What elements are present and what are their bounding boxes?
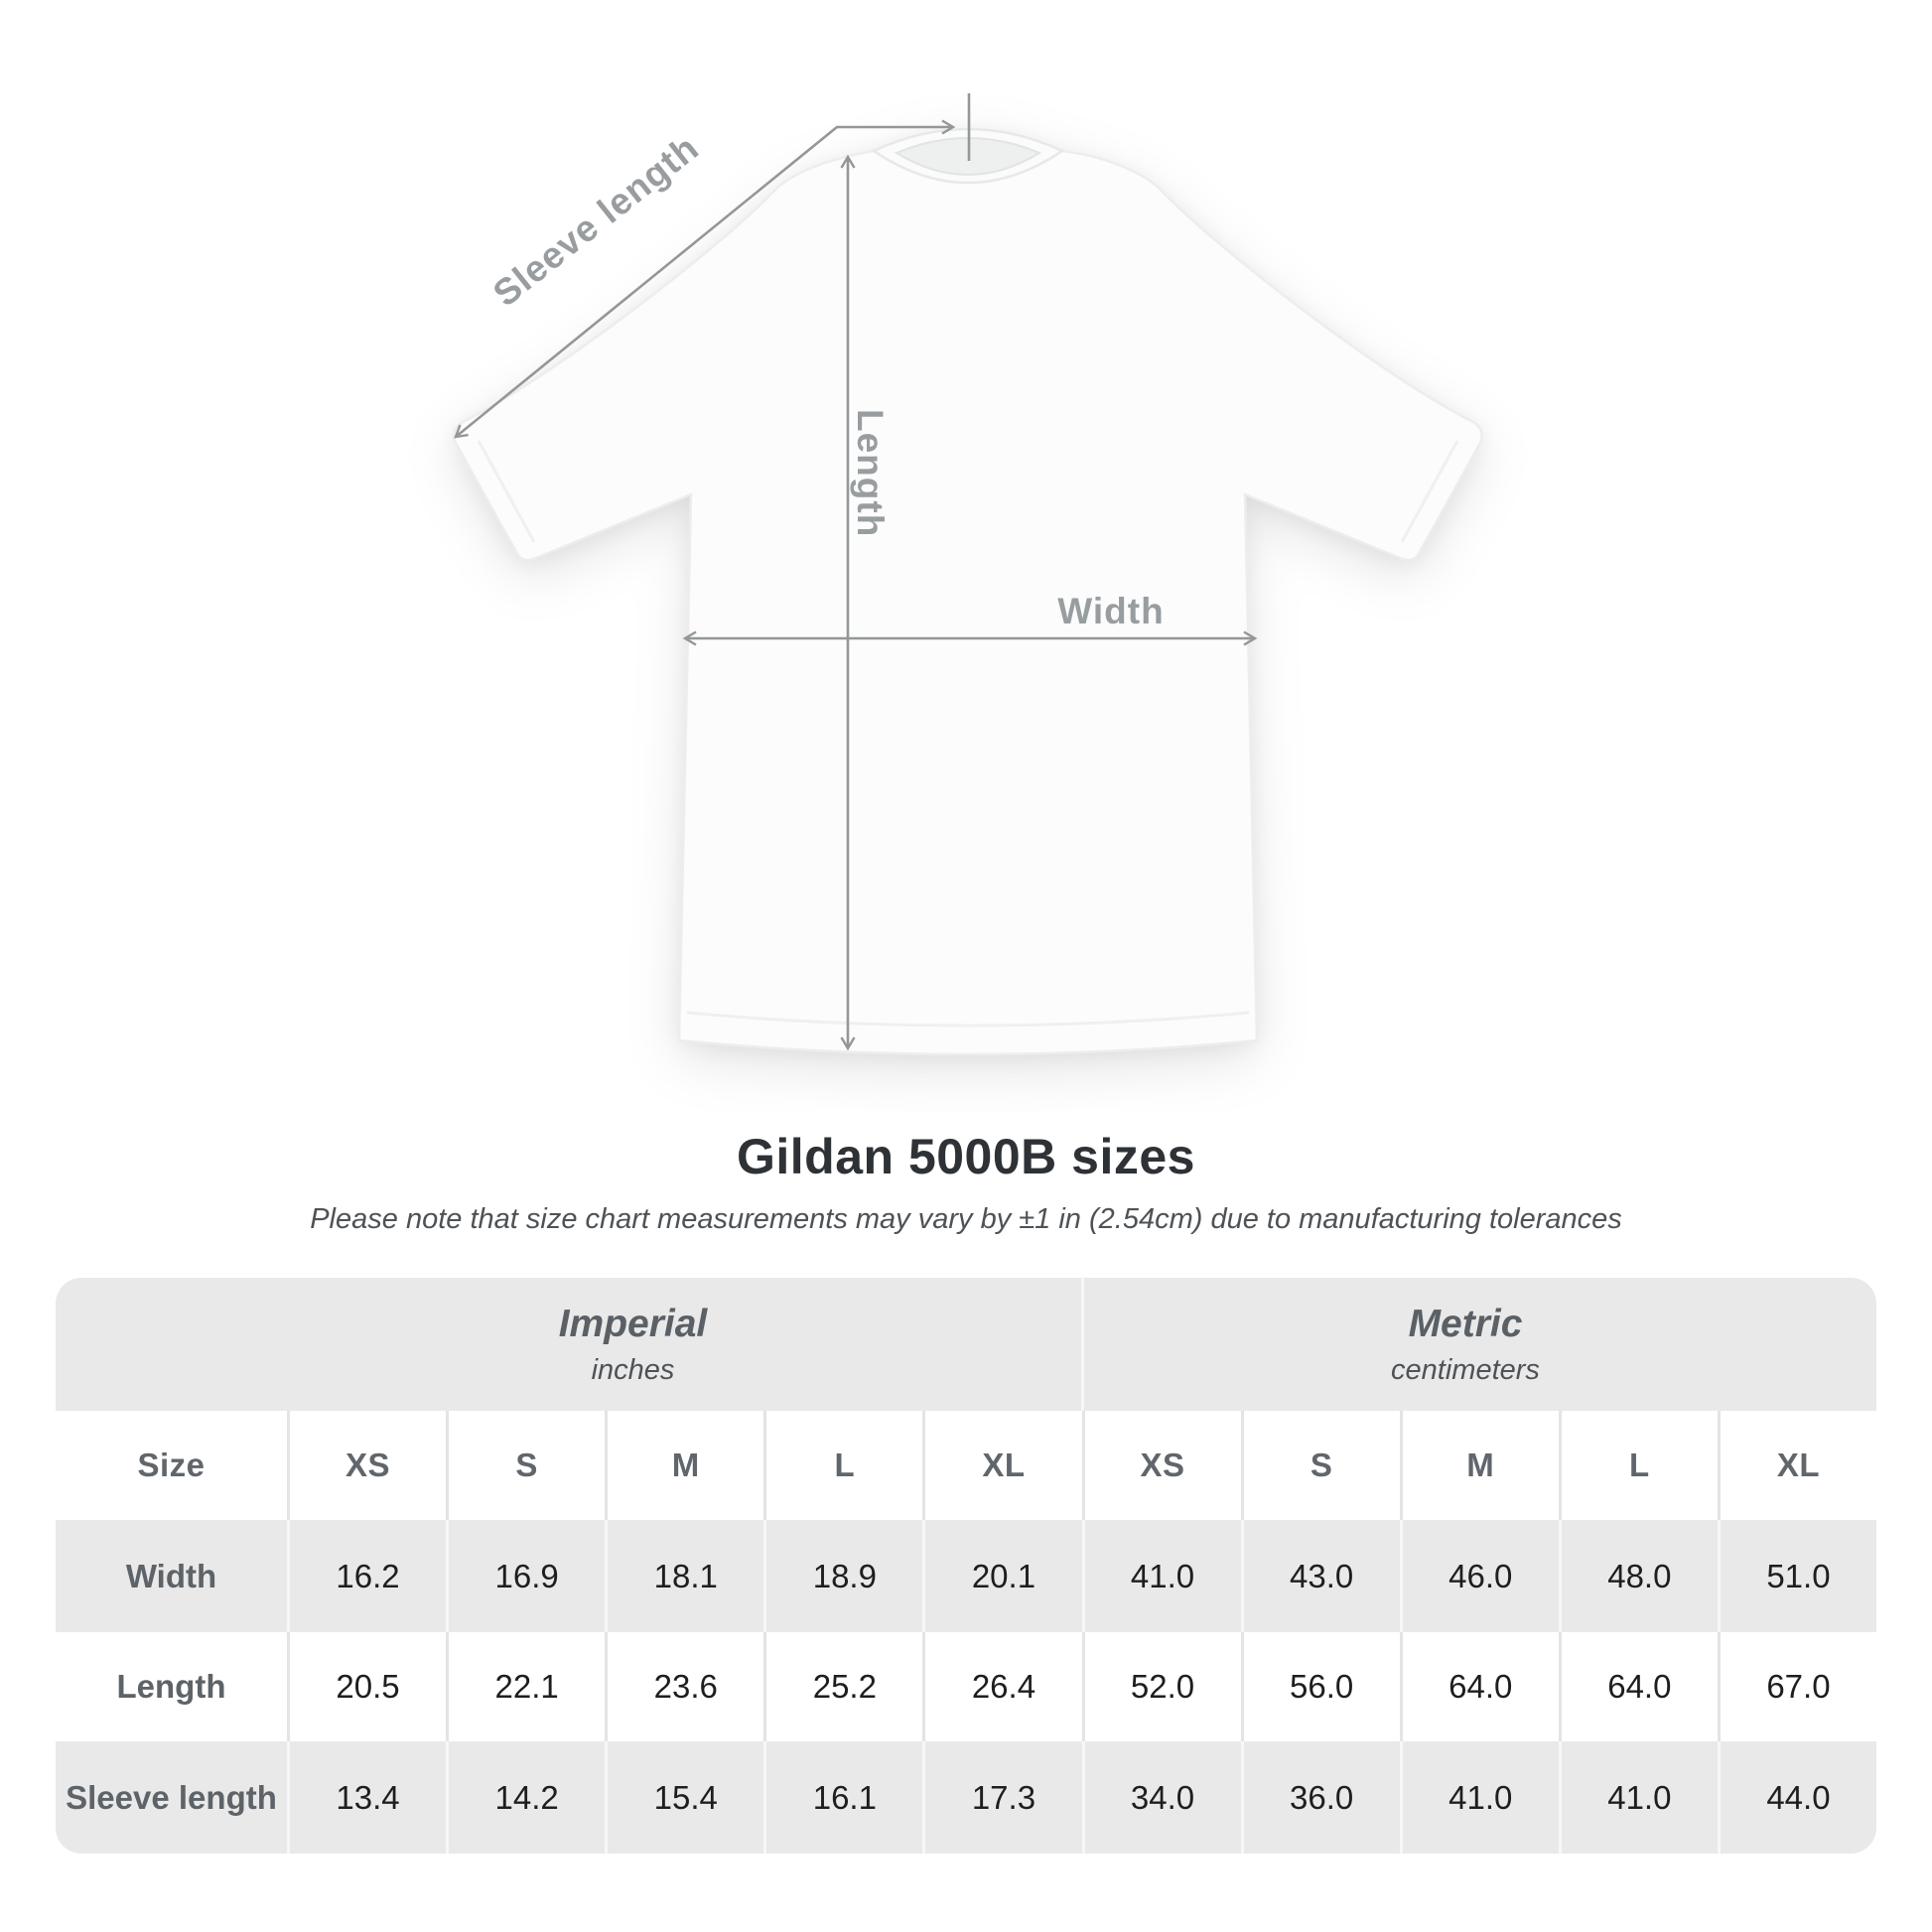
table-row-sleeve-length <box>56 1741 1876 1854</box>
table-cell: 34.0 <box>1082 1741 1241 1854</box>
sleeve-length-label: Sleeve length <box>485 126 707 315</box>
table-cell: 20.5 <box>287 1632 446 1741</box>
length-label: Length <box>850 409 891 538</box>
size-col-header: Size <box>137 1447 206 1483</box>
size-header-cell: XL <box>922 1411 1081 1520</box>
table-cell: 43.0 <box>1241 1520 1400 1632</box>
table-cell: 51.0 <box>1718 1520 1876 1632</box>
tshirt-body <box>454 151 1481 1054</box>
metric-unit: centimeters <box>1391 1353 1540 1386</box>
size-header-cell: XL <box>1718 1411 1876 1520</box>
table-cell: 23.6 <box>605 1632 763 1741</box>
table-cell: 20.1 <box>922 1520 1081 1632</box>
row-label: Width <box>125 1557 217 1594</box>
table-cell: 26.4 <box>922 1632 1081 1741</box>
tshirt-shape <box>454 126 1481 1054</box>
table-row-width <box>56 1520 1876 1632</box>
table-cell: 18.9 <box>763 1520 922 1632</box>
unit-band <box>56 1278 1876 1411</box>
table-cell: 36.0 <box>1241 1741 1400 1854</box>
table-cell: 14.2 <box>446 1741 605 1854</box>
table-cell: 41.0 <box>1559 1741 1718 1854</box>
table-cell: 52.0 <box>1082 1632 1241 1741</box>
table-cell: 64.0 <box>1559 1632 1718 1741</box>
metric-label: Metric <box>1408 1302 1523 1345</box>
table-cell: 15.4 <box>605 1741 763 1854</box>
table-cell: 18.1 <box>605 1520 763 1632</box>
size-header-cell: XS <box>287 1411 446 1520</box>
table-cell: 41.0 <box>1082 1520 1241 1632</box>
imperial-label: Imperial <box>558 1302 708 1345</box>
table-cell: 16.2 <box>287 1520 446 1632</box>
size-header-cell: XS <box>1082 1411 1241 1520</box>
size-table <box>56 1278 1876 1854</box>
size-header-row <box>56 1411 1876 1520</box>
width-label: Width <box>1057 591 1165 631</box>
page-title: Gildan 5000B sizes <box>736 1129 1195 1184</box>
size-header-cell: L <box>763 1411 922 1520</box>
size-header-cell: S <box>446 1411 605 1520</box>
size-header-cell: M <box>1400 1411 1559 1520</box>
table-cell: 16.1 <box>763 1741 922 1854</box>
size-header-cell: L <box>1559 1411 1718 1520</box>
table-cell: 25.2 <box>763 1632 922 1741</box>
table-cell: 16.9 <box>446 1520 605 1632</box>
heading-block <box>0 1128 1932 1236</box>
table-cell: 48.0 <box>1559 1520 1718 1632</box>
table-cell: 13.4 <box>287 1741 446 1854</box>
size-header-cell: S <box>1241 1411 1400 1520</box>
table-cell: 64.0 <box>1400 1632 1559 1741</box>
row-label: Sleeve length <box>66 1778 277 1816</box>
size-header-cell: M <box>605 1411 763 1520</box>
table-cell: 67.0 <box>1718 1632 1876 1741</box>
table-cell: 56.0 <box>1241 1632 1400 1741</box>
table-cell: 22.1 <box>446 1632 605 1741</box>
table-row-length <box>56 1632 1876 1741</box>
unit-group-imperial <box>56 1278 1081 1411</box>
imperial-unit: inches <box>591 1353 675 1386</box>
table-cell: 44.0 <box>1718 1741 1876 1854</box>
table-cell: 46.0 <box>1400 1520 1559 1632</box>
table-cell: 17.3 <box>922 1741 1081 1854</box>
unit-group-metric <box>1081 1278 1876 1411</box>
table-cell: 41.0 <box>1400 1741 1559 1854</box>
row-label: Length <box>116 1668 226 1705</box>
page-subtitle: Please note that size chart measurements may vary by ±1 in (2.54cm) due to manufacturing tolerances <box>310 1203 1622 1235</box>
